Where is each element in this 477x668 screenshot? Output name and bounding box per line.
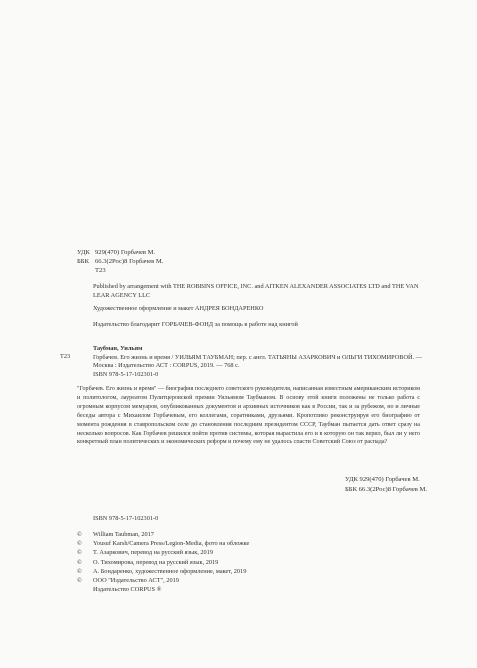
biblio-cutter-code: Т23	[60, 353, 71, 360]
biblio-description: Горбачев. Его жизнь и время / УИЛЬЯМ ТАУБМАН; пер. с англ. ТАТЬЯНЫ АЗАРКОВИЧ и ОЛЬГИ ТИХОМИРОВОЙ. — Москва : Издательство АСТ : CORPUS, 2019. — 768 с.	[93, 353, 423, 369]
biblio-author: Таубман, Уильям	[93, 345, 143, 352]
udk-value: 929(470) Горбачев М.	[95, 249, 156, 256]
copyright-text: Издательство CORPUS ®	[93, 586, 162, 594]
bbk-value: 66.3(2Рос)8 Горбачев М.	[95, 258, 164, 265]
copyright-symbol: ©	[77, 567, 82, 575]
design-credit: Художественное оформление и макет АНДРЕЯ БОНДАРЕНКО	[93, 305, 264, 312]
bbk-label: ББК	[77, 258, 89, 265]
copyright-line	[77, 576, 249, 585]
copyright-symbol: ©	[77, 558, 82, 566]
copyright-symbol: ©	[77, 540, 82, 548]
copyright-list	[77, 530, 249, 594]
copyright-line	[77, 530, 249, 539]
copyright-line	[77, 567, 249, 576]
copyright-text: ООО "Издательство АСТ", 2019	[93, 577, 179, 585]
udk-row	[77, 248, 163, 257]
copyright-symbol: ©	[77, 549, 82, 557]
cutter-row	[77, 266, 163, 275]
copyright-text: Т. Азаркович, перевод на русский язык, 2019	[93, 549, 214, 557]
publisher-thanks: Издательство благодарит ГОРБАЧЕВ-ФОНД за помощь в работе над книгой	[93, 321, 298, 328]
copyright-symbol: ©	[77, 577, 82, 585]
classification-right	[345, 475, 427, 494]
classification-block	[77, 248, 163, 275]
copyright-text: William Taubman, 2017	[93, 531, 154, 538]
copyright-symbol	[77, 585, 93, 594]
copyright-text: А. Бондаренко, художественное оформление, макет, 2019	[93, 567, 247, 575]
copyright-line	[77, 539, 249, 548]
isbn-top: ISBN 978-5-17-102301-0	[93, 371, 159, 378]
copyright-line	[77, 548, 249, 557]
udk-label: УДК	[77, 249, 90, 256]
isbn-bottom: ISBN 978-5-17-102301-0	[93, 515, 159, 522]
copyright-symbol: ©	[77, 531, 82, 538]
cutter-code: Т23	[95, 267, 106, 274]
published-by-note: Published by arrangement with THE ROBBINS OFFICE, INC. and AITKEN ALEXANDER ASSOCIATES LTD and THE VAN LEAR AGENCY LLC	[93, 283, 419, 299]
udk-right: УДК 929(470) Горбачев М.	[345, 476, 420, 483]
copyright-text: Yousuf Karsh/Camera Press/Legion-Media, фото на обложке	[93, 540, 250, 548]
bbk-row	[77, 257, 163, 266]
book-annotation: "Горбачев. Его жизнь и время" — биография последнего советского руководителя, написанная известным американским историком и политологом, лауреатом Пулитцеровской премии Уильямом Таубманом. В основу этой книги положены не только работа с огромным корпусом мемуаров, опубликованных документов и архивных источников как в России, так и за рубежом, но и личные беседы автора с Михаилом Горбачевым, его коллегами, соратниками, друзьями. Кропотливо реконструируя его биографию от момента рождения в ставропольском селе до становления последним президентом СССР, Таубман пытается дать ответ сразу на несколько вопросов. Как Горбачев решился пойти против системы, которая вырастила его и в которую он так верил, был ли у него конкретный план политических и экономических реформ и почему ему не удалось спасти Советский Союз от распада?	[77, 386, 420, 446]
bbk-right: ББК 66.3(2Рос)8 Горбачев М.	[345, 485, 428, 493]
bibliographic-record	[93, 345, 433, 371]
copyright-line	[77, 585, 249, 594]
copyright-text: О. Тихомирова, перевод на русский язык, 2019	[93, 558, 219, 566]
copyright-line	[77, 558, 249, 567]
